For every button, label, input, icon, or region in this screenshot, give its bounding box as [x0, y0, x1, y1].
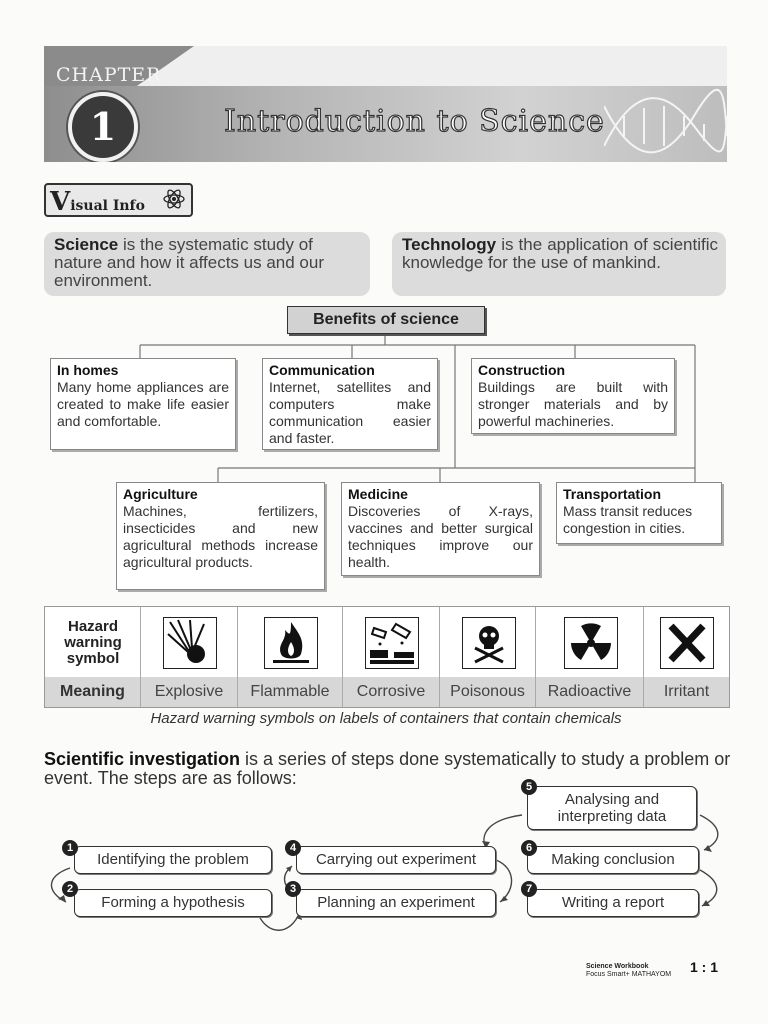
step-number: 6 [521, 840, 537, 856]
footer-brand: Science Workbook [586, 963, 649, 970]
benefit-title: Communication [269, 362, 375, 378]
benefit-text: Discoveries of X-rays, vaccines and better surgical techniques improve our health. [348, 503, 533, 570]
benefit-text: Buildings are built with stronger materials and by powerful machineries. [478, 379, 668, 429]
step-number: 5 [521, 779, 537, 795]
benefit-text: Many home appliances are created to make life easier and comfortable. [57, 379, 229, 429]
chapter-title: Introduction to Science [224, 104, 605, 139]
science-term: Science [54, 235, 119, 254]
benefit-text: Mass transit reduces congestion in cities. [563, 503, 693, 536]
visual-info-initial: V [50, 187, 71, 217]
benefit-title: Medicine [348, 486, 408, 502]
step-making-conclusion: Making conclusion [527, 846, 699, 874]
step-analysing-data: Analysing and interpreting data [527, 786, 697, 830]
hazard-meaning-irritant: Irritant [644, 677, 729, 707]
benefit-text: Machines, fertilizers, insecticides and new agricultural methods increase agricultural products. [123, 503, 318, 570]
hazard-meaning-explosive: Explosive [141, 677, 238, 707]
hazard-caption: Hazard warning symbols on labels of containers that contain chemicals [150, 710, 622, 727]
hazard-meaning-corrosive: Corrosive [343, 677, 440, 707]
step-number: 4 [285, 840, 301, 856]
step-planning-experiment: Planning an experiment [296, 889, 496, 917]
hazard-meaning-flammable: Flammable [238, 677, 343, 707]
technology-term: Technology [402, 235, 497, 254]
step-forming-hypothesis: Forming a hypothesis [74, 889, 272, 917]
step-number: 7 [521, 881, 537, 897]
chapter-number: 1 [68, 92, 138, 162]
hazard-meaning-poisonous: Poisonous [440, 677, 536, 707]
step-carrying-out-experiment: Carrying out experiment [296, 846, 496, 874]
benefit-title: Transportation [563, 486, 662, 502]
benefit-text: Internet, satellites and computers make communication easier and faster. [269, 379, 431, 446]
benefit-title: Agriculture [123, 486, 198, 502]
hazard-meaning-radioactive: Radioactive [536, 677, 644, 707]
investigation-text: is a series of steps done systematically to study a problem or event. The steps are as follows: [44, 749, 731, 788]
hazard-meaning-label: Meaning [45, 677, 141, 707]
technology-text: is the application of scientific knowledge for the use of mankind. [402, 235, 718, 272]
step-writing-report: Writing a report [527, 889, 699, 917]
footer-subtitle: Focus Smart+ MATHAYOM [586, 971, 672, 978]
benefit-title: Construction [478, 362, 566, 378]
science-text: is the systematic study of nature and how it affects us and our environment. [54, 235, 324, 290]
benefit-title: In homes [57, 362, 119, 378]
benefits-title: Benefits of science [287, 306, 485, 334]
hazard-header: Hazard warning symbol [64, 618, 122, 667]
investigation-term: Scientific investigation [44, 749, 241, 769]
step-number: 3 [285, 881, 301, 897]
step-identifying-problem: Identifying the problem [74, 846, 272, 874]
step-number: 2 [62, 881, 78, 897]
chapter-label: CHAPTER [56, 64, 162, 86]
visual-info-label: isual Info [70, 198, 145, 214]
step-number: 1 [62, 840, 78, 856]
page-number: 1 : 1 [690, 959, 719, 975]
